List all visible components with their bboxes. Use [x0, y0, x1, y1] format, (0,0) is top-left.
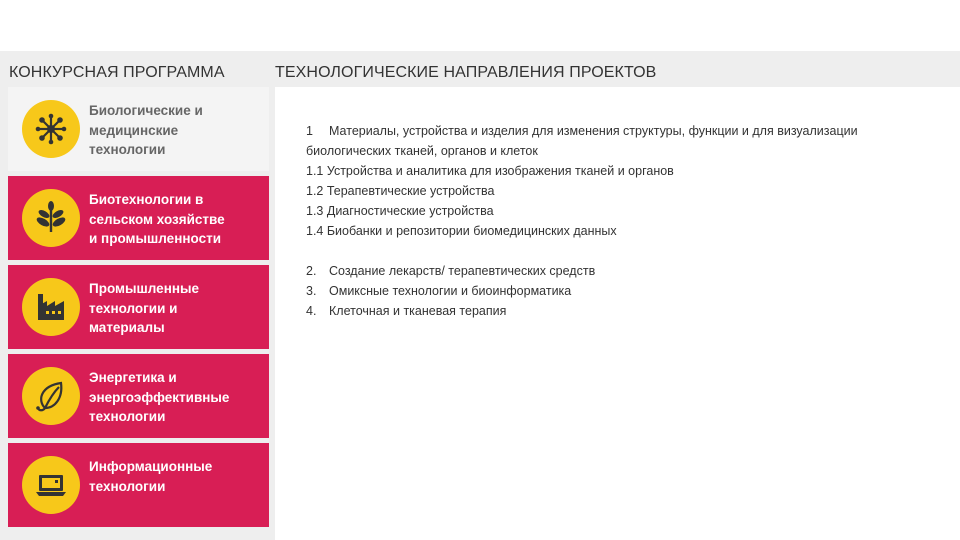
- factory-icon: [22, 278, 80, 336]
- sidebar-item-agro-biotech[interactable]: [8, 176, 269, 260]
- laptop-icon: [22, 456, 80, 514]
- list-item: 1 Материалы, устройства и изделия для изменения структуры, функции и для визуализации: [306, 124, 858, 138]
- sidebar-item-biomed[interactable]: [8, 87, 269, 171]
- directions-title: ТЕХНОЛОГИЧЕСКИЕ НАПРАВЛЕНИЯ ПРОЕКТОВ: [275, 64, 657, 81]
- sidebar: [0, 87, 275, 540]
- list-item-continued: биологических тканей, органов и клеток: [306, 144, 538, 158]
- molecule-icon: [22, 100, 80, 158]
- sidebar-item-industrial[interactable]: [8, 265, 269, 349]
- list-item: 3. Омиксные технологии и биоинформатика: [306, 284, 572, 298]
- leaf-plug-icon: [22, 367, 80, 425]
- program-title: КОНКУРСНАЯ ПРОГРАММА: [9, 64, 225, 81]
- sidebar-item-label: Промышленные технологии и материалы: [89, 281, 200, 335]
- sub-list-item: 1.1 Устройства и аналитика для изображения тканей и органов: [306, 164, 674, 178]
- directions-list: [306, 121, 946, 321]
- sidebar-item-label: Биологические и медицинские технологии: [89, 103, 203, 157]
- sidebar-item-label: Биотехнологии в сельском хозяйстве и промышленности: [89, 192, 225, 246]
- sub-list-item: 1.3 Диагностические устройства: [306, 204, 494, 218]
- plant-icon: [22, 189, 80, 247]
- list-item: 2. Создание лекарств/ терапевтических средств: [306, 264, 596, 278]
- sidebar-item-label: Информационные технологии: [89, 459, 213, 494]
- sub-list-item: 1.2 Терапевтические устройства: [306, 184, 495, 198]
- list-item: 4. Клеточная и тканевая терапия: [306, 304, 507, 318]
- sidebar-item-label: Энергетика и энергоэффективные технологии: [89, 370, 230, 424]
- sidebar-item-it[interactable]: [8, 443, 269, 527]
- sub-list-item: 1.4 Биобанки и репозитории биомедицинских данных: [306, 224, 617, 238]
- sidebar-item-energy[interactable]: [8, 354, 269, 438]
